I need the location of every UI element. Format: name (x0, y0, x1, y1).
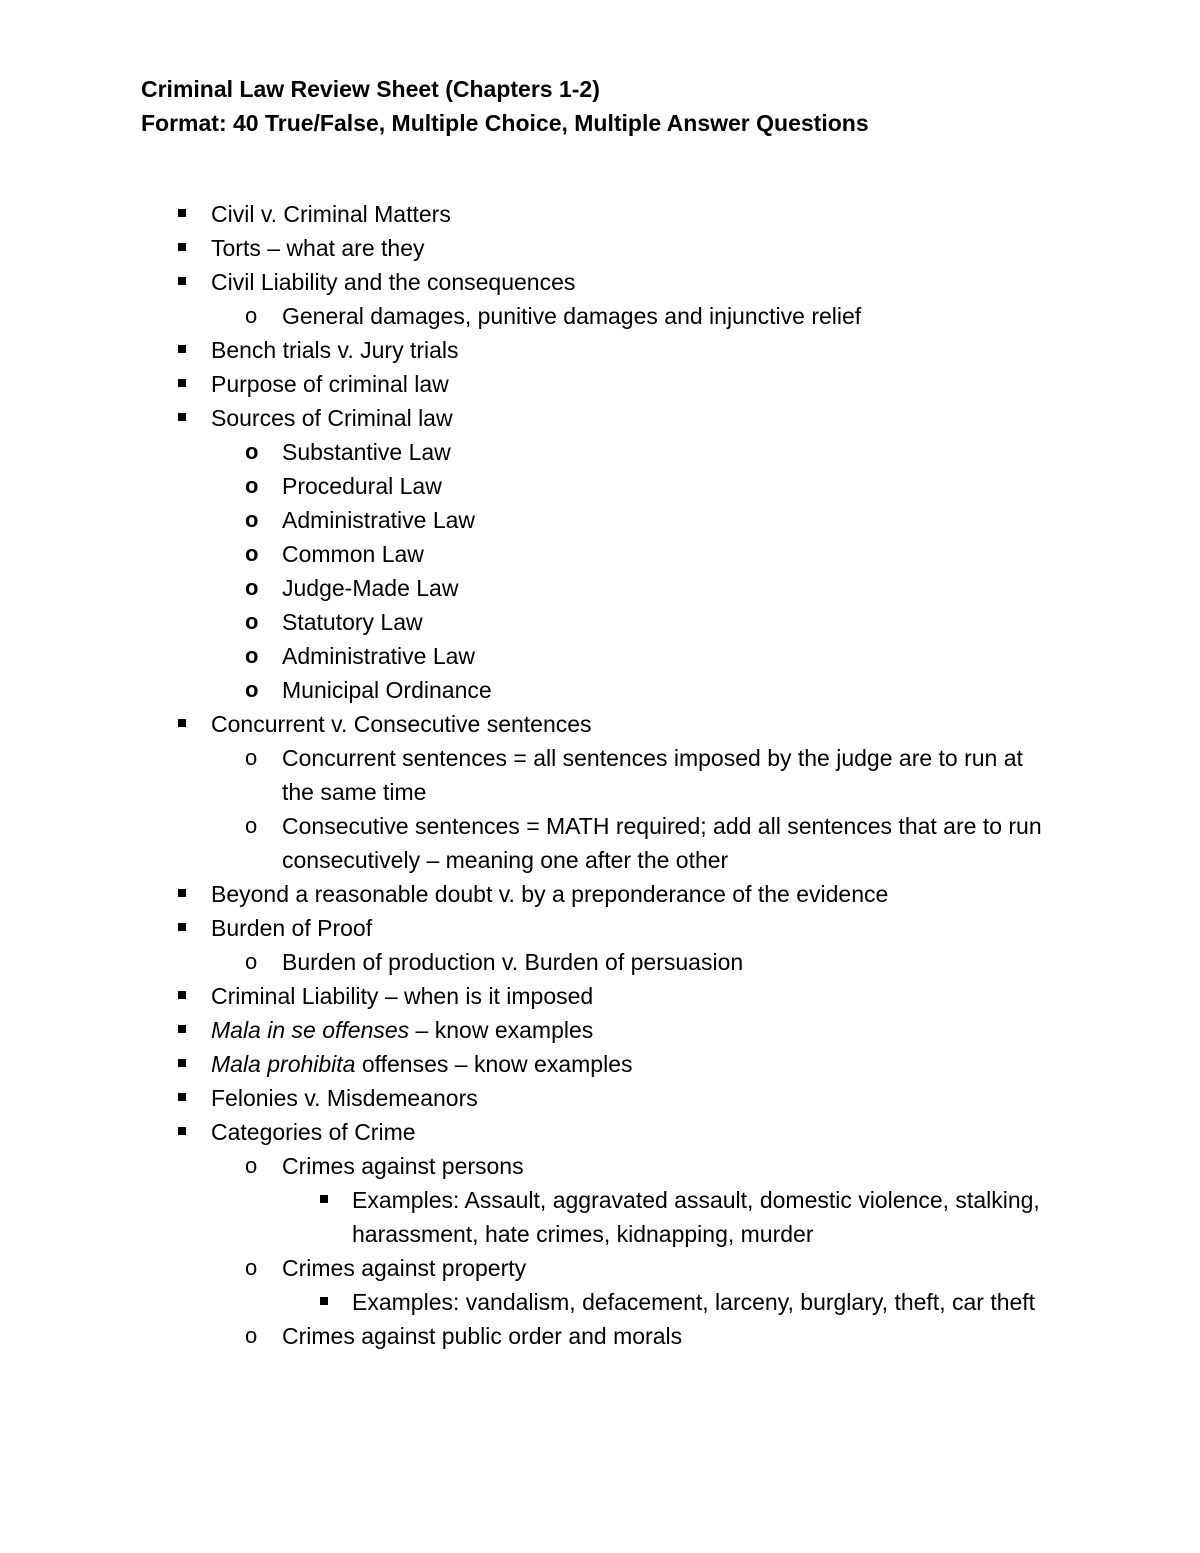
list-subitem (0, 1319, 1042, 1353)
ring-bullet-icon: o (245, 473, 259, 498)
item-text: Criminal Liability – when is it imposed (211, 983, 594, 1009)
item-text: Judge-Made Law (282, 575, 459, 601)
list-subitem (0, 1251, 1042, 1285)
ring-bullet-icon: o (245, 303, 258, 328)
item-text: Civil Liability and the consequences (211, 269, 576, 295)
list-item (0, 197, 1041, 231)
ring-bullet-icon: o (245, 1255, 258, 1280)
list-subsubitem (0, 1285, 1052, 1319)
item-text: Torts – what are they (211, 235, 425, 261)
ring-bullet-icon: o (245, 541, 259, 566)
item-text: Examples: Assault, aggravated assault, domestic violence, stalking, harassment, hate crimes, kidnapping, murder (352, 1187, 1040, 1247)
square-bullet-icon (178, 923, 186, 931)
list-subitem (0, 673, 1042, 707)
item-text: Purpose of criminal law (211, 371, 449, 397)
square-bullet-icon (178, 1127, 186, 1135)
ring-bullet-icon: o (245, 575, 259, 600)
item-text: Concurrent sentences = all sentences imposed by the judge are to run at the same time (282, 745, 1023, 805)
ring-bullet-icon: o (245, 813, 258, 838)
square-bullet-icon (178, 991, 186, 999)
square-bullet-icon (320, 1297, 328, 1305)
list-item (0, 1047, 1041, 1081)
item-text: Crimes against persons (282, 1153, 524, 1179)
list-subitem (0, 435, 1042, 469)
list-subitem (0, 741, 1042, 809)
ring-bullet-icon: o (245, 745, 258, 770)
list-item (0, 401, 1041, 435)
review-outline (0, 197, 1200, 1353)
item-text: Concurrent v. Consecutive sentences (211, 711, 592, 737)
list-subitem (0, 809, 1042, 877)
ring-bullet-icon: o (245, 1323, 258, 1348)
square-bullet-icon (178, 345, 186, 353)
ring-bullet-icon: o (245, 949, 258, 974)
list-subsubitem (0, 1183, 1052, 1251)
list-subitem (0, 1149, 1042, 1183)
square-bullet-icon (178, 1025, 186, 1033)
item-text: Procedural Law (282, 473, 442, 499)
item-text: Administrative Law (282, 643, 476, 669)
item-text: Crimes against property (282, 1255, 527, 1281)
document-title: Criminal Law Review Sheet (Chapters 1-2) (141, 76, 600, 102)
list-item (0, 231, 1041, 265)
square-bullet-icon (320, 1195, 328, 1203)
item-term-italic: Mala in se offenses (211, 1017, 410, 1043)
item-text: Burden of production v. Burden of persuasion (282, 949, 744, 975)
document-format-line: Format: 40 True/False, Multiple Choice, Multiple Answer Questions (141, 110, 869, 136)
item-text: – know examples (409, 1017, 594, 1043)
list-item (0, 265, 1041, 299)
list-subitem (0, 605, 1042, 639)
ring-bullet-icon: o (245, 643, 259, 668)
list-item (0, 367, 1041, 401)
ring-bullet-icon: o (245, 677, 259, 702)
ring-bullet-icon: o (245, 439, 259, 464)
square-bullet-icon (178, 379, 186, 387)
list-item (0, 333, 1041, 367)
list-subitem (0, 571, 1042, 605)
list-subitem (0, 945, 1042, 979)
list-subitem (0, 639, 1042, 673)
item-text: Felonies v. Misdemeanors (211, 1085, 478, 1111)
item-text: Sources of Criminal law (211, 405, 453, 431)
square-bullet-icon (178, 243, 186, 251)
list-item (0, 1081, 1041, 1115)
square-bullet-icon (178, 1093, 186, 1101)
item-text: Municipal Ordinance (282, 677, 492, 703)
item-text: Crimes against public order and morals (282, 1323, 683, 1349)
square-bullet-icon (178, 277, 186, 285)
item-text: General damages, punitive damages and injunctive relief (282, 303, 862, 329)
item-text: Bench trials v. Jury trials (211, 337, 459, 363)
list-item (0, 877, 1041, 911)
list-subitem (0, 537, 1042, 571)
ring-bullet-icon: o (245, 1153, 258, 1178)
square-bullet-icon (178, 889, 186, 897)
list-item (0, 707, 1041, 741)
item-text: Beyond a reasonable doubt v. by a preponderance of the evidence (211, 881, 889, 907)
item-text: Administrative Law (282, 507, 476, 533)
item-term-italic: Mala prohibita (211, 1051, 356, 1077)
list-subitem (0, 503, 1042, 537)
item-text: Categories of Crime (211, 1119, 416, 1145)
item-text: offenses – know examples (355, 1051, 633, 1077)
item-text: Common Law (282, 541, 424, 567)
item-text: Consecutive sentences = MATH required; add all sentences that are to run consecutively – meaning one after the other (282, 813, 1042, 873)
square-bullet-icon (178, 209, 186, 217)
item-text: Statutory Law (282, 609, 423, 635)
list-item (0, 1115, 1041, 1149)
ring-bullet-icon: o (245, 507, 259, 532)
square-bullet-icon (178, 413, 186, 421)
list-item (0, 979, 1041, 1013)
list-subitem (0, 299, 1042, 333)
square-bullet-icon (178, 1059, 186, 1067)
list-subitem (0, 469, 1042, 503)
list-item (0, 1013, 1041, 1047)
item-text: Examples: vandalism, defacement, larceny, burglary, theft, car theft (352, 1289, 1036, 1315)
item-text: Civil v. Criminal Matters (211, 201, 451, 227)
square-bullet-icon (178, 719, 186, 727)
item-text: Substantive Law (282, 439, 451, 465)
list-item (0, 911, 1041, 945)
item-text: Burden of Proof (211, 915, 373, 941)
ring-bullet-icon: o (245, 609, 259, 634)
